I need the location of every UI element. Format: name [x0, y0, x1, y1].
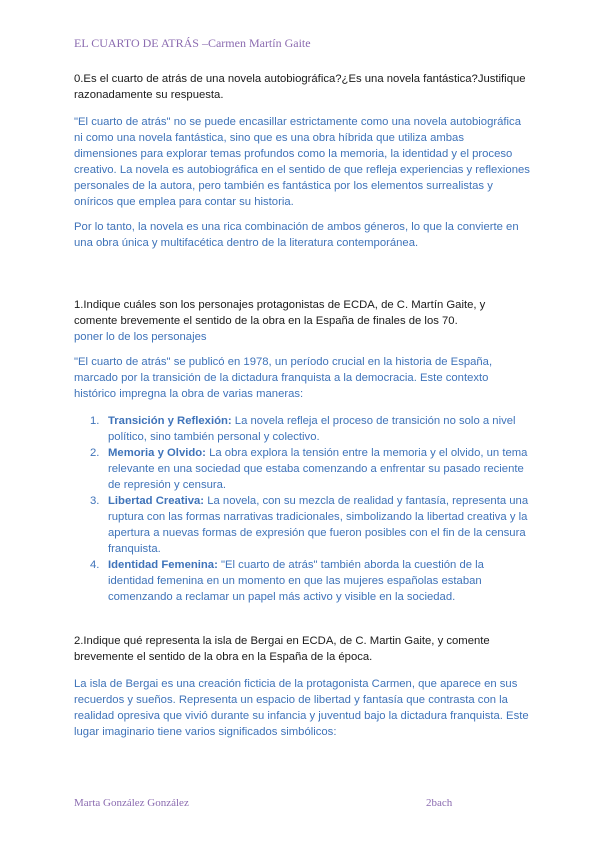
list-item: 4. Identidad Femenina: "El cuarto de atrás" también aborda la cuestión de la identidad femenina en un momento en que las mujeres españolas estaban comenzando a reclamar un papel más activo y visible en la sociedad.: [90, 559, 484, 603]
answer-0-paragraph-2: Por lo tanto, la novela es una rica combinación de ambos géneros, lo que la convierte en una obra única y multifacética dentro de la literatura contemporánea.: [74, 221, 519, 249]
author-note: poner lo de los personajes: [74, 331, 207, 343]
list-item: 1. Transición y Reflexión: La novela refleja el proceso de transición no solo a nivel político, sino también personal y colectivo.: [90, 415, 516, 443]
answer-1-intro: "El cuarto de atrás" se publicó en 1978, un período crucial en la historia de España, marcado por la transición de la dictadura franquista a la democracia. Este contexto histórico impregna la obra de varias maneras:: [74, 356, 493, 400]
footer-course: 2bach: [426, 797, 453, 809]
answer-0-paragraph-1: "El cuarto de atrás" no se puede encasillar estrictamente como una novela autobiográfica ni como una novela fantástica, sino que es una obra híbrida que utiliza ambas dimensiones para explorar temas profundos como la memoria, la identidad y el proceso creativo. La novela es autobiográfica en el sentido de que refleja experiencias y reflexiones personales de la autora, pero también es fantástica por los elementos surrealistas y oníricos que emplea para contar su historia.: [74, 116, 530, 208]
answer-2: La isla de Bergai es una creación ficticia de la protagonista Carmen, que aparece en sus recuerdos y sueños. Representa un espacio de libertad y fantasía que contrasta con la realidad opresiva que vivió durante su infancia y juventud bajo la dictadura franquista. Este lugar imaginario tiene varios significados simbólicos:: [74, 678, 529, 738]
list-item: 2. Memoria y Olvido: La obra explora la tensión entre la memoria y el olvido, un tema relevante en una sociedad que estaba comenzando a enfrentar su pasado reciente de represión y censura.: [90, 447, 528, 491]
question-2: 2.Indique qué representa la isla de Bergai en ECDA, de C. Martin Gaite, y comente brevemente el sentido de la obra en la España de la época.: [74, 635, 490, 663]
question-1: 1.Indique cuáles son los personajes protagonistas de ECDA, de C. Martín Gaite, y comente brevemente el sentido de la obra en la España de finales de los 70.: [74, 299, 486, 327]
page-header: EL CUARTO DE ATRÁS –Carmen Martín Gaite: [74, 36, 311, 50]
context-list: [74, 413, 530, 605]
question-0: 0.Es el cuarto de atrás de una novela autobiográfica?¿Es una novela fantástica?Justifique razonadamente su respuesta.: [74, 73, 526, 101]
footer-author: Marta González González: [74, 797, 189, 809]
document-body: [74, 71, 530, 740]
list-item: 3. Libertad Creativa: La novela, con su mezcla de realidad y fantasía, representa una ruptura con las formas narrativas tradicionales, simbolizando la libertad creativa y la apertura a nuevas formas de expresión que fueron posibles con el fin de la censura franquista.: [90, 495, 529, 555]
